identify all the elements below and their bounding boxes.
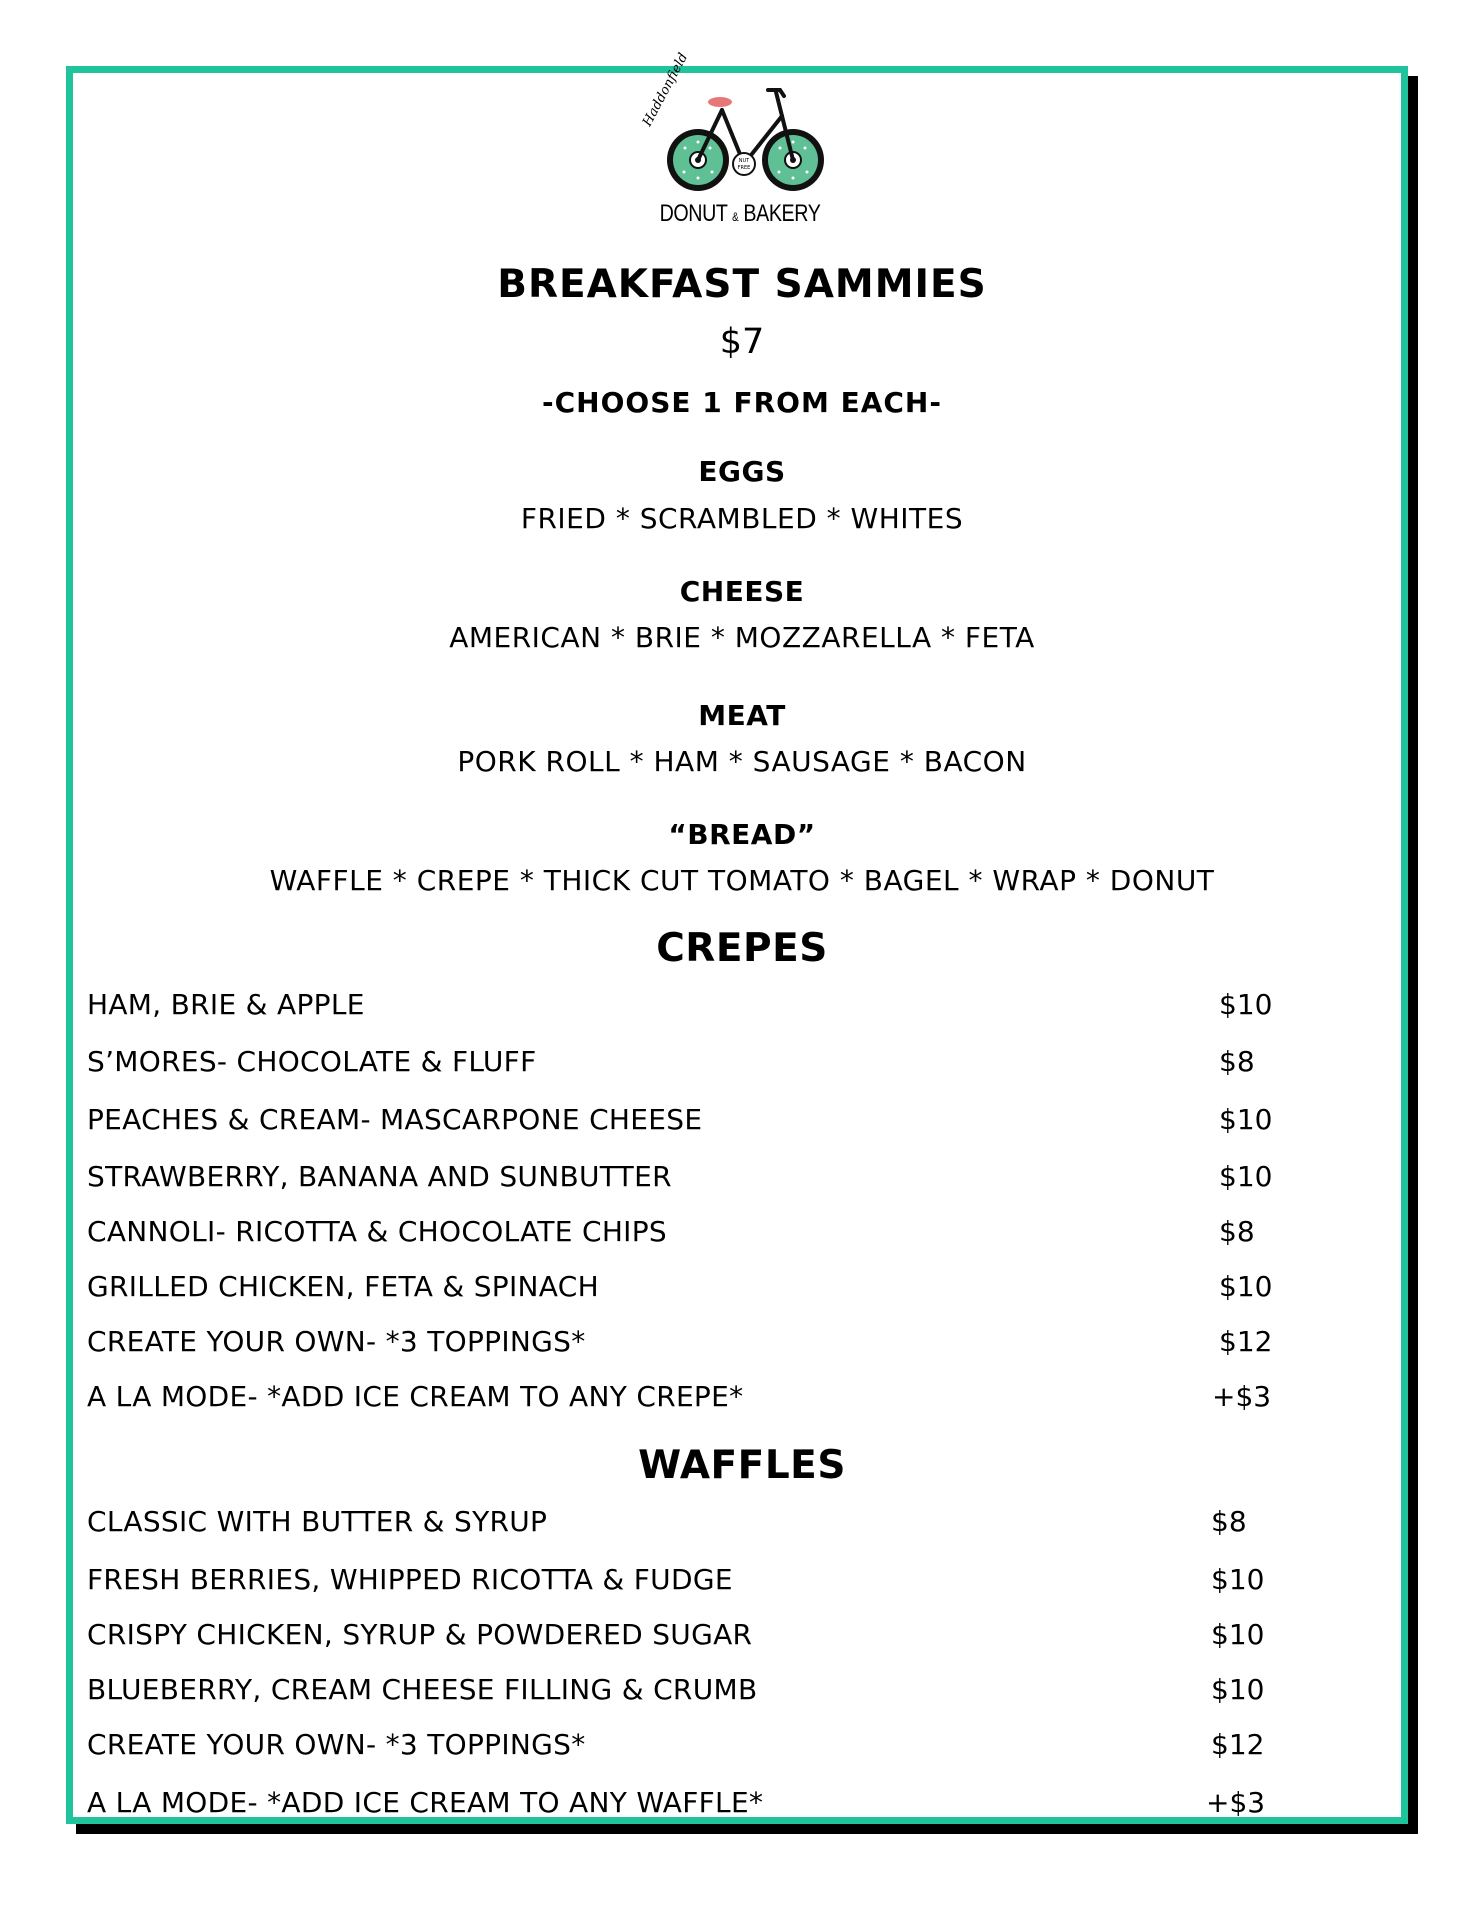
waffle-item-name: CREATE YOUR OWN- *3 TOPPINGS*: [87, 1728, 586, 1761]
crepes-title: CREPES: [656, 926, 828, 971]
crepe-item-name: CREATE YOUR OWN- *3 TOPPINGS*: [87, 1325, 586, 1358]
crepe-item-name: GRILLED CHICKEN, FETA & SPINACH: [87, 1270, 599, 1303]
crepe-item-price: $10: [1219, 988, 1273, 1021]
logo-script-text: Haddonfield: [640, 50, 692, 130]
bicycle-donut-icon: [640, 82, 840, 202]
waffles-title: WAFFLES: [638, 1443, 846, 1488]
options-cheese: AMERICAN * BRIE * MOZZARELLA * FETA: [449, 621, 1035, 654]
logo-wordmark: [658, 200, 822, 228]
category-eggs: EGGS: [698, 455, 786, 488]
crepe-item-name: HAM, BRIE & APPLE: [87, 988, 365, 1021]
category-cheese: CHEESE: [679, 575, 805, 608]
options-bread: WAFFLE * CREPE * THICK CUT TOMATO * BAGEL * WRAP * DONUT: [269, 864, 1215, 897]
waffle-item-name: FRESH BERRIES, WHIPPED RICOTTA & FUDGE: [87, 1563, 733, 1596]
sammies-price: $7: [719, 322, 765, 362]
category-bread: “BREAD”: [668, 818, 816, 851]
crepe-item-price: $10: [1219, 1270, 1273, 1303]
crepe-item-price: $8: [1219, 1045, 1255, 1078]
crepe-item-price: $12: [1219, 1325, 1273, 1358]
crepe-item-name: S’MORES- CHOCOLATE & FLUFF: [87, 1045, 537, 1078]
logo-word-donut: DONUT: [659, 200, 728, 227]
crepe-item-price: $10: [1219, 1103, 1273, 1136]
waffle-item-price: $12: [1211, 1728, 1265, 1761]
waffle-item-name: CRISPY CHICKEN, SYRUP & POWDERED SUGAR: [87, 1618, 753, 1651]
crepe-item-price: +$3: [1212, 1380, 1272, 1413]
crepe-item-price: $8: [1219, 1215, 1255, 1248]
waffle-item-name: CLASSIC WITH BUTTER & SYRUP: [87, 1505, 548, 1538]
logo-ampersand: &: [732, 210, 739, 224]
waffle-item-price: $8: [1211, 1505, 1247, 1538]
waffle-item-name: A LA MODE- *ADD ICE CREAM TO ANY WAFFLE*: [87, 1786, 764, 1819]
logo-word-bakery: BAKERY: [743, 200, 821, 227]
waffle-item-price: $10: [1211, 1673, 1265, 1706]
svg-text:NUT: NUT: [738, 158, 750, 164]
sammies-title: BREAKFAST SAMMIES: [497, 262, 987, 307]
crepe-item-name: CANNOLI- RICOTTA & CHOCOLATE CHIPS: [87, 1215, 668, 1248]
crepe-item-price: $10: [1219, 1160, 1273, 1193]
waffle-item-price: $10: [1211, 1618, 1265, 1651]
svg-text:FREE: FREE: [737, 165, 751, 171]
category-meat: MEAT: [698, 699, 786, 732]
crepe-item-name: PEACHES & CREAM- MASCARPONE CHEESE: [87, 1103, 703, 1136]
crepe-item-name: A LA MODE- *ADD ICE CREAM TO ANY CREPE*: [87, 1380, 744, 1413]
bakery-logo: [640, 50, 840, 232]
sammies-instruction: -CHOOSE 1 FROM EACH-: [542, 386, 942, 419]
options-meat: PORK ROLL * HAM * SAUSAGE * BACON: [457, 745, 1027, 778]
waffle-item-price: $10: [1211, 1563, 1265, 1596]
waffle-item-name: BLUEBERRY, CREAM CHEESE FILLING & CRUMB: [87, 1673, 758, 1706]
crepe-item-name: STRAWBERRY, BANANA AND SUNBUTTER: [87, 1160, 672, 1193]
waffle-item-price: +$3: [1206, 1786, 1266, 1819]
options-eggs: FRIED * SCRAMBLED * WHITES: [520, 502, 964, 535]
